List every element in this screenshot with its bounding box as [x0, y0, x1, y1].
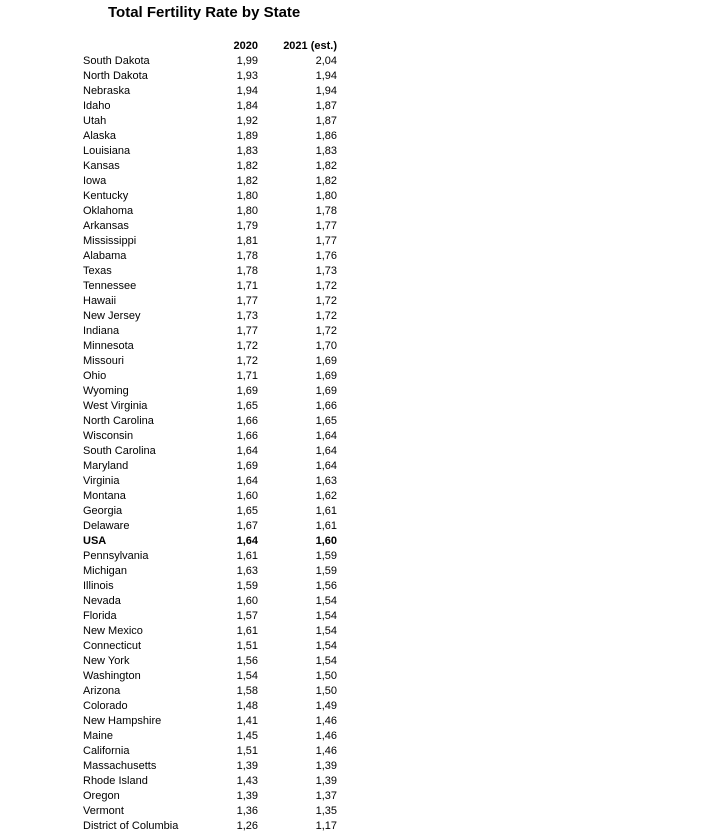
- table-row: [83, 69, 337, 84]
- table-row: [83, 384, 337, 399]
- state-cell: Colorado: [83, 700, 128, 712]
- state-cell: North Carolina: [83, 415, 154, 427]
- value-2021-cell: 1,39: [315, 760, 337, 772]
- value-2021-cell: 1,70: [315, 340, 337, 352]
- table-row: [83, 669, 337, 684]
- state-cell: Arkansas: [83, 220, 129, 232]
- value-2020-cell: 1,61: [236, 550, 258, 562]
- value-2020-cell: 1,79: [236, 220, 258, 232]
- value-2020-cell: 1,39: [236, 760, 258, 772]
- value-2021-cell: 1,63: [315, 475, 337, 487]
- table-row: [83, 219, 337, 234]
- value-2020-cell: 1,92: [236, 115, 258, 127]
- value-2020-cell: 1,67: [236, 520, 258, 532]
- table-row: [83, 519, 337, 534]
- value-2021-cell: 1,59: [315, 565, 337, 577]
- value-2020-cell: 1,64: [236, 475, 258, 487]
- value-2020-cell: 1,66: [236, 415, 258, 427]
- table-row: [83, 279, 337, 294]
- value-2020-cell: 1,51: [236, 745, 258, 757]
- table-row: [83, 339, 337, 354]
- page-title: Total Fertility Rate by State: [108, 4, 301, 21]
- value-2021-cell: 1,82: [315, 175, 337, 187]
- value-2021-cell: 1,86: [315, 130, 337, 142]
- value-2021-cell: 1,61: [315, 520, 337, 532]
- table-row: [83, 804, 337, 819]
- value-2020-cell: 1,78: [236, 265, 258, 277]
- state-cell: Maine: [83, 730, 113, 742]
- table-row: [83, 354, 337, 369]
- value-2020-cell: 1,80: [236, 190, 258, 202]
- table-row: [83, 819, 337, 832]
- value-2021-cell: 2,04: [315, 55, 337, 67]
- value-2021-cell: 1,77: [315, 220, 337, 232]
- value-2020-cell: 1,82: [236, 175, 258, 187]
- state-cell: USA: [83, 535, 107, 547]
- table-row: [83, 504, 337, 519]
- table-row: [83, 174, 337, 189]
- state-cell: Georgia: [83, 505, 123, 517]
- table-row: [83, 699, 337, 714]
- table-body: [83, 54, 337, 832]
- value-2020-cell: 1,45: [236, 730, 258, 742]
- table-row: [83, 594, 337, 609]
- table-header-row: [83, 39, 337, 54]
- value-2020-cell: 1,39: [236, 790, 258, 802]
- table-row: [83, 564, 337, 579]
- table-row: [83, 414, 337, 429]
- table-row: [83, 639, 337, 654]
- value-2021-cell: 1,62: [315, 490, 337, 502]
- table-row: [83, 714, 337, 729]
- value-2020-cell: 1,77: [236, 325, 258, 337]
- value-2020-cell: 1,54: [236, 670, 258, 682]
- value-2021-cell: 1,66: [315, 400, 337, 412]
- value-2020-cell: 1,69: [236, 460, 258, 472]
- value-2020-cell: 1,66: [236, 430, 258, 442]
- value-2021-cell: 1,69: [315, 355, 337, 367]
- table-row: [83, 144, 337, 159]
- value-2020-cell: 1,51: [236, 640, 258, 652]
- table-row: [83, 294, 337, 309]
- table-row: [83, 474, 337, 489]
- table-row: [83, 324, 337, 339]
- table-row: [83, 759, 337, 774]
- value-2021-cell: 1,54: [315, 655, 337, 667]
- value-2021-cell: 1,72: [315, 310, 337, 322]
- table-row: [83, 609, 337, 624]
- value-2021-cell: 1,73: [315, 265, 337, 277]
- value-2021-cell: 1,72: [315, 280, 337, 292]
- value-2021-cell: 1,64: [315, 460, 337, 472]
- state-cell: Mississippi: [83, 235, 137, 247]
- state-cell: Illinois: [83, 580, 114, 592]
- value-2021-cell: 1,61: [315, 505, 337, 517]
- value-2021-cell: 1,39: [315, 775, 337, 787]
- value-2021-cell: 1,94: [315, 70, 337, 82]
- table-row: [83, 489, 337, 504]
- value-2021-cell: 1,54: [315, 625, 337, 637]
- header-2021-est: 2021 (est.): [283, 40, 337, 52]
- value-2020-cell: 1,60: [236, 595, 258, 607]
- state-cell: District of Columbia: [83, 820, 179, 832]
- value-2020-cell: 1,93: [236, 70, 258, 82]
- table-row: [83, 789, 337, 804]
- state-cell: Alaska: [83, 130, 117, 142]
- value-2020-cell: 1,64: [236, 445, 258, 457]
- value-2021-cell: 1,94: [315, 85, 337, 97]
- fertility-rate-table: [83, 39, 337, 832]
- state-cell: Montana: [83, 490, 126, 502]
- state-cell: Pennsylvania: [83, 550, 149, 562]
- value-2020-cell: 1,69: [236, 385, 258, 397]
- table-row: [83, 159, 337, 174]
- value-2021-cell: 1,17: [315, 820, 337, 832]
- value-2020-cell: 1,41: [236, 715, 258, 727]
- state-cell: Washington: [83, 670, 141, 682]
- value-2020-cell: 1,63: [236, 565, 258, 577]
- state-cell: Kentucky: [83, 190, 129, 202]
- table-row: [83, 309, 337, 324]
- header-2020: 2020: [233, 40, 258, 52]
- state-cell: Virginia: [83, 475, 120, 487]
- state-cell: Arizona: [83, 685, 121, 697]
- state-cell: South Dakota: [83, 55, 150, 67]
- value-2021-cell: 1,64: [315, 445, 337, 457]
- table-row: [83, 654, 337, 669]
- value-2021-cell: 1,49: [315, 700, 337, 712]
- value-2020-cell: 1,77: [236, 295, 258, 307]
- value-2021-cell: 1,65: [315, 415, 337, 427]
- value-2021-cell: 1,50: [315, 670, 337, 682]
- table-row: [83, 114, 337, 129]
- state-cell: Tennessee: [83, 280, 137, 292]
- state-cell: New Hampshire: [83, 715, 162, 727]
- table-row: [83, 429, 337, 444]
- value-2020-cell: 1,99: [236, 55, 258, 67]
- value-2021-cell: 1,54: [315, 610, 337, 622]
- table-row: [83, 684, 337, 699]
- value-2021-cell: 1,64: [315, 430, 337, 442]
- value-2020-cell: 1,89: [236, 130, 258, 142]
- value-2020-cell: 1,57: [236, 610, 258, 622]
- state-cell: North Dakota: [83, 70, 148, 82]
- state-cell: Nebraska: [83, 85, 131, 97]
- value-2020-cell: 1,73: [236, 310, 258, 322]
- table-row: [83, 84, 337, 99]
- state-cell: Indiana: [83, 325, 120, 337]
- value-2021-cell: 1,46: [315, 730, 337, 742]
- table-row: [83, 99, 337, 114]
- value-2020-cell: 1,82: [236, 160, 258, 172]
- state-cell: New Jersey: [83, 310, 141, 322]
- value-2020-cell: 1,64: [236, 535, 258, 547]
- value-2020-cell: 1,84: [236, 100, 258, 112]
- value-2021-cell: 1,35: [315, 805, 337, 817]
- value-2020-cell: 1,71: [236, 280, 258, 292]
- table-row: [83, 249, 337, 264]
- table-row: [83, 234, 337, 249]
- table-row: [83, 744, 337, 759]
- state-cell: California: [83, 745, 130, 757]
- value-2021-cell: 1,72: [315, 295, 337, 307]
- value-2021-cell: 1,72: [315, 325, 337, 337]
- value-2021-cell: 1,60: [315, 535, 337, 547]
- value-2021-cell: 1,77: [315, 235, 337, 247]
- state-cell: New York: [83, 655, 130, 667]
- state-cell: Utah: [83, 115, 107, 127]
- table-row: [83, 579, 337, 594]
- table-row: [83, 549, 337, 564]
- table-row: [83, 204, 337, 219]
- state-cell: South Carolina: [83, 445, 156, 457]
- state-cell: Massachusetts: [83, 760, 157, 772]
- value-2021-cell: 1,54: [315, 595, 337, 607]
- table-row: [83, 444, 337, 459]
- state-cell: Rhode Island: [83, 775, 148, 787]
- state-cell: Maryland: [83, 460, 129, 472]
- state-cell: Florida: [83, 610, 117, 622]
- value-2020-cell: 1,61: [236, 625, 258, 637]
- value-2020-cell: 1,83: [236, 145, 258, 157]
- value-2020-cell: 1,48: [236, 700, 258, 712]
- state-cell: Hawaii: [83, 295, 117, 307]
- value-2021-cell: 1,83: [315, 145, 337, 157]
- value-2021-cell: 1,46: [315, 715, 337, 727]
- value-2020-cell: 1,43: [236, 775, 258, 787]
- value-2021-cell: 1,82: [315, 160, 337, 172]
- state-cell: Vermont: [83, 805, 124, 817]
- table-row: [83, 369, 337, 384]
- state-cell: Michigan: [83, 565, 128, 577]
- table-row: [83, 624, 337, 639]
- state-cell: Iowa: [83, 175, 107, 187]
- value-2020-cell: 1,65: [236, 505, 258, 517]
- state-cell: Connecticut: [83, 640, 142, 652]
- value-2021-cell: 1,69: [315, 370, 337, 382]
- value-2021-cell: 1,80: [315, 190, 337, 202]
- value-2020-cell: 1,81: [236, 235, 258, 247]
- table-row: [83, 729, 337, 744]
- value-2020-cell: 1,71: [236, 370, 258, 382]
- state-cell: Wisconsin: [83, 430, 134, 442]
- state-cell: Nevada: [83, 595, 121, 607]
- value-2021-cell: 1,59: [315, 550, 337, 562]
- value-2020-cell: 1,72: [236, 355, 258, 367]
- value-2020-cell: 1,94: [236, 85, 258, 97]
- value-2021-cell: 1,78: [315, 205, 337, 217]
- value-2020-cell: 1,78: [236, 250, 258, 262]
- state-cell: Wyoming: [83, 385, 129, 397]
- state-cell: Texas: [83, 265, 112, 277]
- value-2020-cell: 1,36: [236, 805, 258, 817]
- state-cell: Missouri: [83, 355, 124, 367]
- table-row: [83, 774, 337, 789]
- state-cell: Kansas: [83, 160, 120, 172]
- state-cell: Louisiana: [83, 145, 131, 157]
- state-cell: Alabama: [83, 250, 127, 262]
- value-2020-cell: 1,56: [236, 655, 258, 667]
- state-cell: Delaware: [83, 520, 130, 532]
- state-cell: New Mexico: [83, 625, 143, 637]
- state-cell: West Virginia: [83, 400, 148, 412]
- value-2021-cell: 1,37: [315, 790, 337, 802]
- state-cell: Ohio: [83, 370, 107, 382]
- state-cell: Oregon: [83, 790, 120, 802]
- value-2021-cell: 1,54: [315, 640, 337, 652]
- value-2021-cell: 1,76: [315, 250, 337, 262]
- table-row: [83, 264, 337, 279]
- table-row: [83, 189, 337, 204]
- value-2020-cell: 1,65: [236, 400, 258, 412]
- value-2021-cell: 1,87: [315, 115, 337, 127]
- value-2020-cell: 1,59: [236, 580, 258, 592]
- table-row: [83, 459, 337, 474]
- table-row: [83, 534, 337, 549]
- value-2021-cell: 1,46: [315, 745, 337, 757]
- table-row: [83, 129, 337, 144]
- header-state: [83, 39, 213, 54]
- value-2021-cell: 1,87: [315, 100, 337, 112]
- state-cell: Oklahoma: [83, 205, 134, 217]
- table-row: [83, 54, 337, 69]
- value-2020-cell: 1,72: [236, 340, 258, 352]
- value-2021-cell: 1,56: [315, 580, 337, 592]
- table-row: [83, 399, 337, 414]
- value-2021-cell: 1,69: [315, 385, 337, 397]
- value-2020-cell: 1,80: [236, 205, 258, 217]
- state-cell: Idaho: [83, 100, 111, 112]
- value-2020-cell: 1,26: [236, 820, 258, 832]
- state-cell: Minnesota: [83, 340, 134, 352]
- value-2020-cell: 1,58: [236, 685, 258, 697]
- value-2020-cell: 1,60: [236, 490, 258, 502]
- value-2021-cell: 1,50: [315, 685, 337, 697]
